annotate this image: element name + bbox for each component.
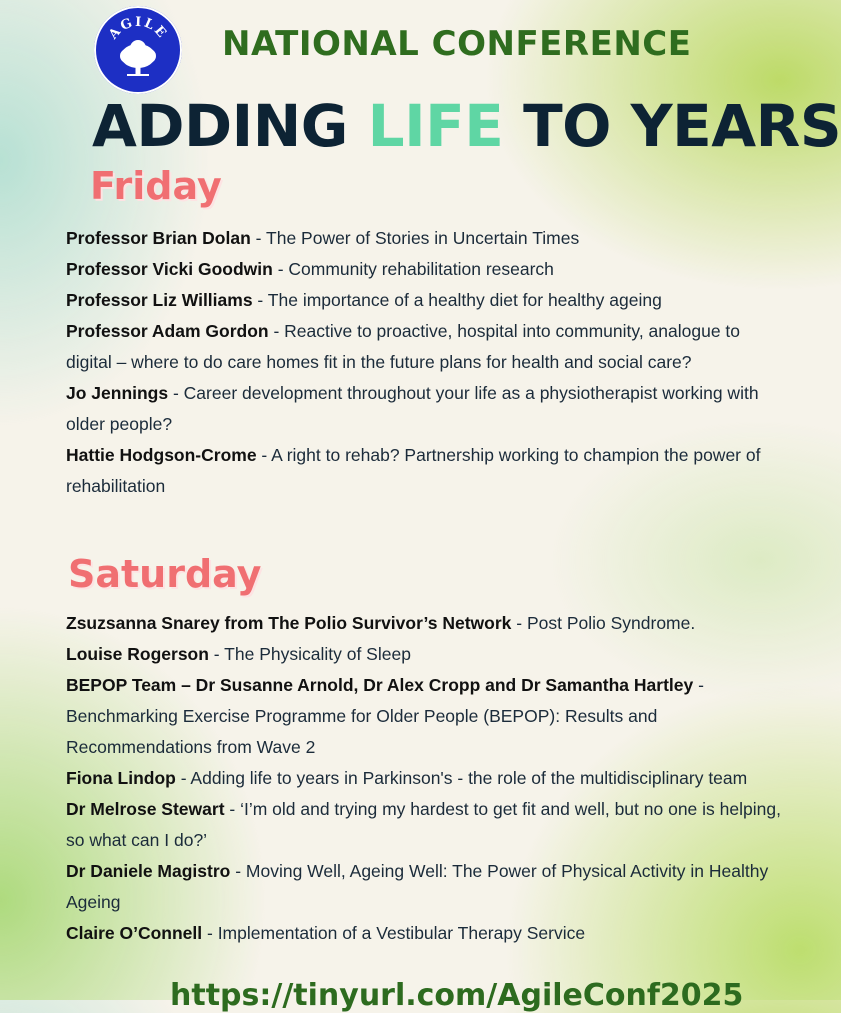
agile-logo: [94, 6, 182, 94]
speaker-name: Professor Liz Williams: [66, 290, 253, 310]
speaker-name: Louise Rogerson: [66, 644, 209, 664]
speaker-name: Dr Melrose Stewart: [66, 799, 225, 819]
speaker-name: Hattie Hodgson-Crome: [66, 445, 257, 465]
talk-topic: - A right to rehab? Partnership working to champion the power of rehabilitation: [66, 445, 761, 496]
talk-topic: - Adding life to years in Parkinson's - the role of the multidisciplinary team: [175, 768, 748, 788]
talk-topic: - The importance of a healthy diet for healthy ageing: [252, 290, 662, 310]
title-highlight: LIFE: [367, 92, 504, 160]
page-title: [92, 92, 841, 160]
logo-text: AGILE: [106, 14, 170, 43]
talk-topic: - The Power of Stories in Uncertain Times: [250, 228, 580, 248]
tree-icon: [94, 6, 182, 94]
talk-item: [66, 316, 786, 378]
talk-item: [66, 856, 786, 918]
talk-topic: - Post Polio Syndrome.: [511, 613, 696, 633]
title-post: TO YEARS: [503, 92, 841, 160]
speaker-name: Claire O’Connell: [66, 923, 203, 943]
talk-topic: - Implementation of a Vestibular Therapy Service: [202, 923, 586, 943]
talk-topic: - Reactive to proactive, hospital into community, analogue to digital – where to do care homes fit in the future plans for health and social care?: [66, 321, 741, 372]
registration-link[interactable]: https://tinyurl.com/AgileConf2025: [170, 978, 744, 1013]
talk-item: [66, 794, 786, 856]
friday-talk-list: [66, 223, 786, 502]
svg-text:AGILE: [105, 15, 170, 43]
speaker-name: Professor Vicki Goodwin: [66, 259, 273, 279]
title-pre: ADDING: [92, 92, 368, 160]
talk-topic: - The Physicality of Sleep: [208, 644, 411, 664]
talk-item: [66, 763, 786, 794]
speaker-name: Professor Brian Dolan: [66, 228, 251, 248]
talk-item: [66, 223, 786, 254]
talk-item: [66, 254, 786, 285]
saturday-heading: Saturday: [68, 552, 262, 596]
saturday-talk-list: [66, 608, 786, 949]
speaker-name: Jo Jennings: [66, 383, 169, 403]
talk-item: [66, 918, 786, 949]
conference-label: NATIONAL CONFERENCE: [222, 24, 692, 64]
friday-heading: Friday: [90, 164, 222, 208]
talk-topic: - ‘I’m old and trying my hardest to get fit and well, but no one is helping, so what can I do?’: [66, 799, 781, 850]
talk-item: [66, 639, 786, 670]
speaker-name: Professor Adam Gordon: [66, 321, 269, 341]
talk-item: [66, 670, 786, 763]
talk-topic: - Community rehabilitation research: [272, 259, 554, 279]
talk-topic: - Career development throughout your life as a physiotherapist working with older people?: [66, 383, 759, 434]
talk-item: [66, 608, 786, 639]
speaker-name: Fiona Lindop: [66, 768, 176, 788]
speaker-name: Dr Daniele Magistro: [66, 861, 231, 881]
talk-item: [66, 285, 786, 316]
speaker-name: Zsuzsanna Snarey from The Polio Survivor’s Network: [66, 613, 512, 633]
talk-topic: - Moving Well, Ageing Well: The Power of Physical Activity in Healthy Ageing: [66, 861, 769, 912]
talk-item: [66, 440, 786, 502]
speaker-name: BEPOP Team – Dr Susanne Arnold, Dr Alex Cropp and Dr Samantha Hartley: [66, 675, 694, 695]
talk-item: [66, 378, 786, 440]
talk-topic: - Benchmarking Exercise Programme for Older People (BEPOP): Results and Recommendations from Wave 2: [66, 675, 704, 757]
